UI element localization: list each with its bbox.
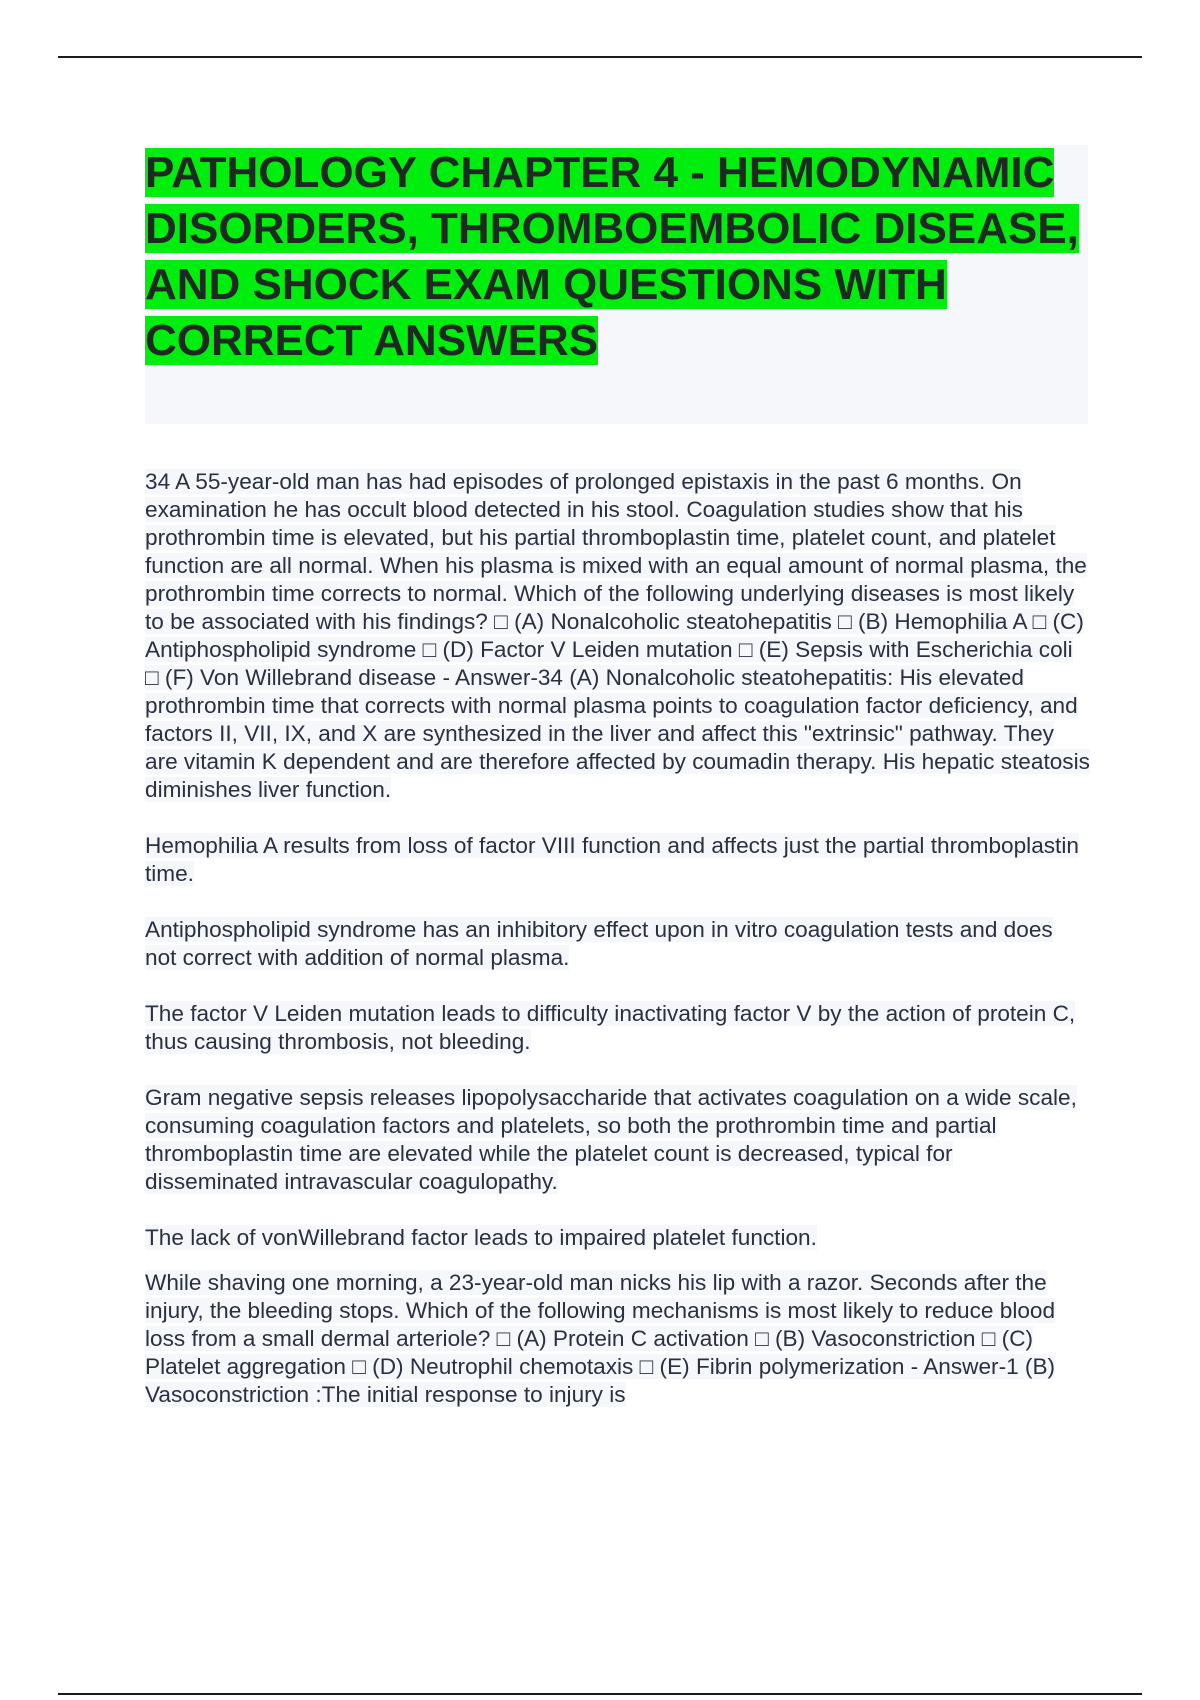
question-34-text: 34 A 55-year-old man has had episodes of prolonged epistaxis in the past 6 months. On examination he has occult blood detected in his stool. Coagulation studies show that his prothrombin time is elevated, but his partial thromboplastin time, platelet count, and platelet function are all normal. When his plasma is mixed with an equal amount of normal plasma, the prothrombin time corrects to normal. Which of the following underlying diseases is most likely to be associated with his findings? □ (A) Nonalcoholic steatohepatitis □ (B) Hemophilia A □ (C) Antiphospholipid syndrome □ (D) Factor V Leiden mutation □ (E) Sepsis with Escherichia coli □ (F) Von Willebrand disease - Answer-34 (A) Nonalcoholic steatohepatitis: His elevated prothrombin time that corrects with normal plasma points to coagulation factor deficiency, and factors II, VII, IX, and X are synthesized in the liver and affect this "extrinsic" pathway. They are vitamin K dependent and are therefore affected by coumadin therapy. His hepatic steatosis diminishes liver function.	[145, 469, 1090, 802]
question-34-paragraph	[145, 468, 1090, 804]
explanation-sepsis-paragraph	[145, 1084, 1090, 1196]
document-title	[145, 145, 1088, 369]
explanation-hemophilia-paragraph	[145, 832, 1090, 888]
question-1-text: While shaving one morning, a 23-year-old man nicks his lip with a razor. Seconds after the injury, the bleeding stops. Which of the following mechanisms is most likely to reduce blood loss from a small dermal arteriole? □ (A) Protein C activation □ (B) Vasoconstriction □ (C) Platelet aggregation □ (D) Neutrophil chemotaxis □ (E) Fibrin polymerization - Answer-1 (B) Vasoconstriction :The initial response to injury is	[145, 1270, 1056, 1407]
explanation-hemophilia-text: Hemophilia A results from loss of factor VIII function and affects just the partial thromboplastin time.	[145, 833, 1079, 886]
document-body	[145, 468, 1090, 1409]
title-block	[145, 145, 1088, 424]
explanation-von-willebrand-text: The lack of vonWillebrand factor leads to impaired platelet function.	[145, 1225, 817, 1250]
explanation-factor-v-text: The factor V Leiden mutation leads to difficulty inactivating factor V by the action of protein C, thus causing thrombosis, not bleeding.	[145, 1001, 1076, 1054]
explanation-sepsis-text: Gram negative sepsis releases lipopolysaccharide that activates coagulation on a wide scale, consuming coagulation factors and platelets, so both the prothrombin time and partial thromboplastin time are elevated while the platelet count is decreased, typical for disseminated intravascular coagulopathy.	[145, 1085, 1077, 1194]
document-title-text: PATHOLOGY CHAPTER 4 - HEMODYNAMIC DISORDERS, THROMBOEMBOLIC DISEASE, AND SHOCK EXAM QUESTIONS WITH CORRECT ANSWERS	[145, 148, 1079, 365]
explanation-antiphospholipid-text: Antiphospholipid syndrome has an inhibitory effect upon in vitro coagulation tests and does not correct with addition of normal plasma.	[145, 917, 1053, 970]
explanation-factor-v-paragraph	[145, 1000, 1090, 1056]
explanation-antiphospholipid-paragraph	[145, 916, 1090, 972]
top-rule	[58, 56, 1142, 58]
bottom-rule	[58, 1693, 1142, 1695]
question-1-paragraph	[145, 1269, 1090, 1409]
explanation-von-willebrand-paragraph	[145, 1224, 1090, 1252]
